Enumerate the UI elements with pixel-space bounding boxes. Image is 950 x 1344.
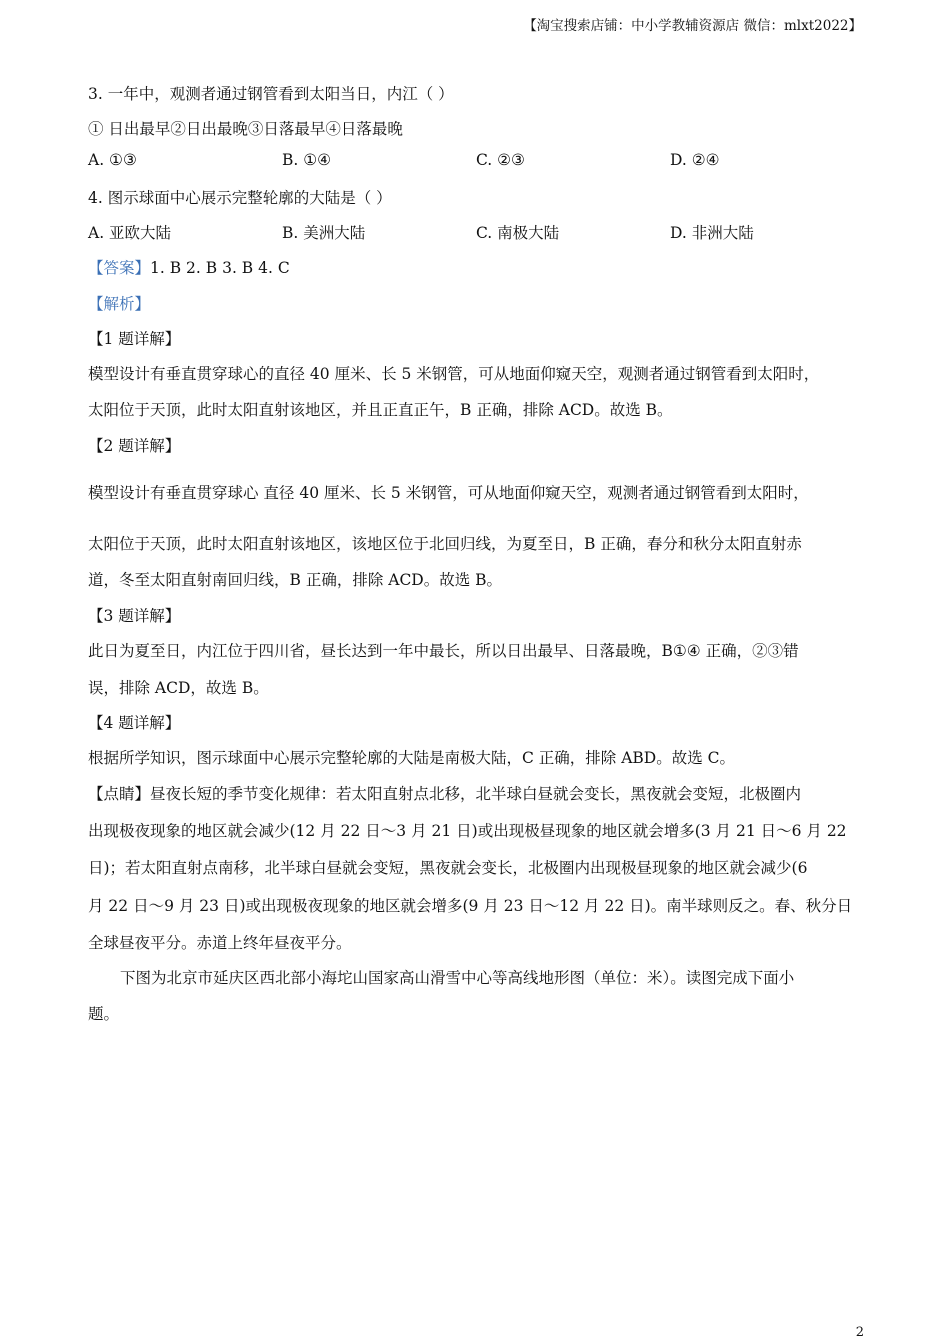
question-3-option-b: B. ①④ — [282, 151, 332, 169]
detail-3-line-2: 误，排除 ACD，故选 B。 — [88, 679, 269, 697]
detail-2-label: 【2 题详解】 — [88, 437, 181, 455]
tip-line-3: 日)；若太阳直射点南移，北半球白昼就会变短，黑夜就会变长，北极圈内出现极昼现象的地区就会减少(6 — [88, 859, 808, 877]
detail-2-line-2: 太阳位于天顶，此时太阳直射该地区，该地区位于北回归线，为夏至日，B 正确，春分和秋分太阳直射赤 — [88, 535, 802, 553]
detail-3-label: 【3 题详解】 — [88, 607, 181, 625]
tip-line-1 — [88, 782, 801, 804]
tip-line-2: 出现极夜现象的地区就会减少(12 月 22 日～3 月 21 日)或出现极昼现象的地区就会增多(3 月 21 日～6 月 22 — [88, 822, 847, 840]
answer-line — [88, 256, 290, 278]
detail-1-line-2: 太阳位于天顶，此时太阳直射该地区，并且正直正午，B 正确，排除 ACD。故选 B。 — [88, 401, 673, 419]
detail-3-line-1: 此日为夏至日，内江位于四川省，昼长达到一年中最长，所以日出最早、日落最晚，B①④ 正确，②③错 — [88, 642, 799, 660]
tip-label: 【点睛】 — [88, 785, 151, 803]
page-header: 【淘宝搜索店铺：中小学教辅资源店 微信：mlxt2022】 — [523, 18, 862, 34]
question-4-option-d: D. 非洲大陆 — [670, 224, 754, 242]
map-intro-line-2: 题。 — [88, 1005, 120, 1023]
question-3-stem: 3. 一年中，观测者通过钢管看到太阳当日，内江（ ） — [88, 85, 454, 103]
detail-4-line-1: 根据所学知识，图示球面中心展示完整轮廓的大陆是南极大陆，C 正确，排除 ABD。故选 C。 — [88, 749, 736, 767]
detail-2-line-1: 模型设计有垂直贯穿球心 直径 40 厘米、长 5 米钢管，可从地面仰窥天空，观测者通过钢管看到太阳时， — [88, 484, 809, 502]
question-3-statements: ① 日出最早②日出最晚③日落最早④日落最晚 — [88, 120, 403, 138]
detail-2-line-3: 道，冬至太阳直射南回归线，B 正确，排除 ACD。故选 B。 — [88, 571, 503, 589]
question-3-option-c: C. ②③ — [476, 151, 525, 169]
analysis-label: 【解析】 — [88, 295, 151, 313]
question-4-options — [88, 221, 868, 243]
detail-1-line-1: 模型设计有垂直贯穿球心的直径 40 厘米、长 5 米钢管，可从地面仰窥天空，观测者通过钢管看到太阳时， — [88, 365, 820, 383]
map-intro-line-1: 下图为北京市延庆区西北部小海坨山国家高山滑雪中心等高线地形图（单位：米）。读图完成下面小 — [120, 969, 795, 987]
page-number: 2 — [855, 1325, 864, 1340]
question-4-option-c: C. 南极大陆 — [476, 224, 560, 242]
detail-1-label: 【1 题详解】 — [88, 330, 181, 348]
question-4-option-b: B. 美洲大陆 — [282, 224, 366, 242]
question-4-option-a: A. 亚欧大陆 — [88, 224, 172, 242]
tip-first-text: 昼夜长短的季节变化规律：若太阳直射点北移，北半球白昼就会变长，黑夜就会变短，北极圈内 — [150, 785, 802, 803]
answer-text: 1. B 2. B 3. B 4. C — [150, 259, 290, 277]
tip-line-4: 月 22 日～9 月 23 日)或出现极夜现象的地区就会增多(9 月 23 日～12 月 22 日)。南半球则反之。春、秋分日 — [88, 897, 853, 915]
answer-label: 【答案】 — [88, 259, 151, 277]
tip-line-5: 全球昼夜平分。赤道上终年昼夜平分。 — [88, 934, 352, 952]
question-3-option-a: A. ①③ — [88, 151, 137, 169]
question-4-stem: 4. 图示球面中心展示完整轮廓的大陆是（ ） — [88, 189, 392, 207]
detail-4-label: 【4 题详解】 — [88, 714, 181, 732]
question-3-options — [88, 151, 868, 173]
question-3-option-d: D. ②④ — [670, 151, 720, 169]
